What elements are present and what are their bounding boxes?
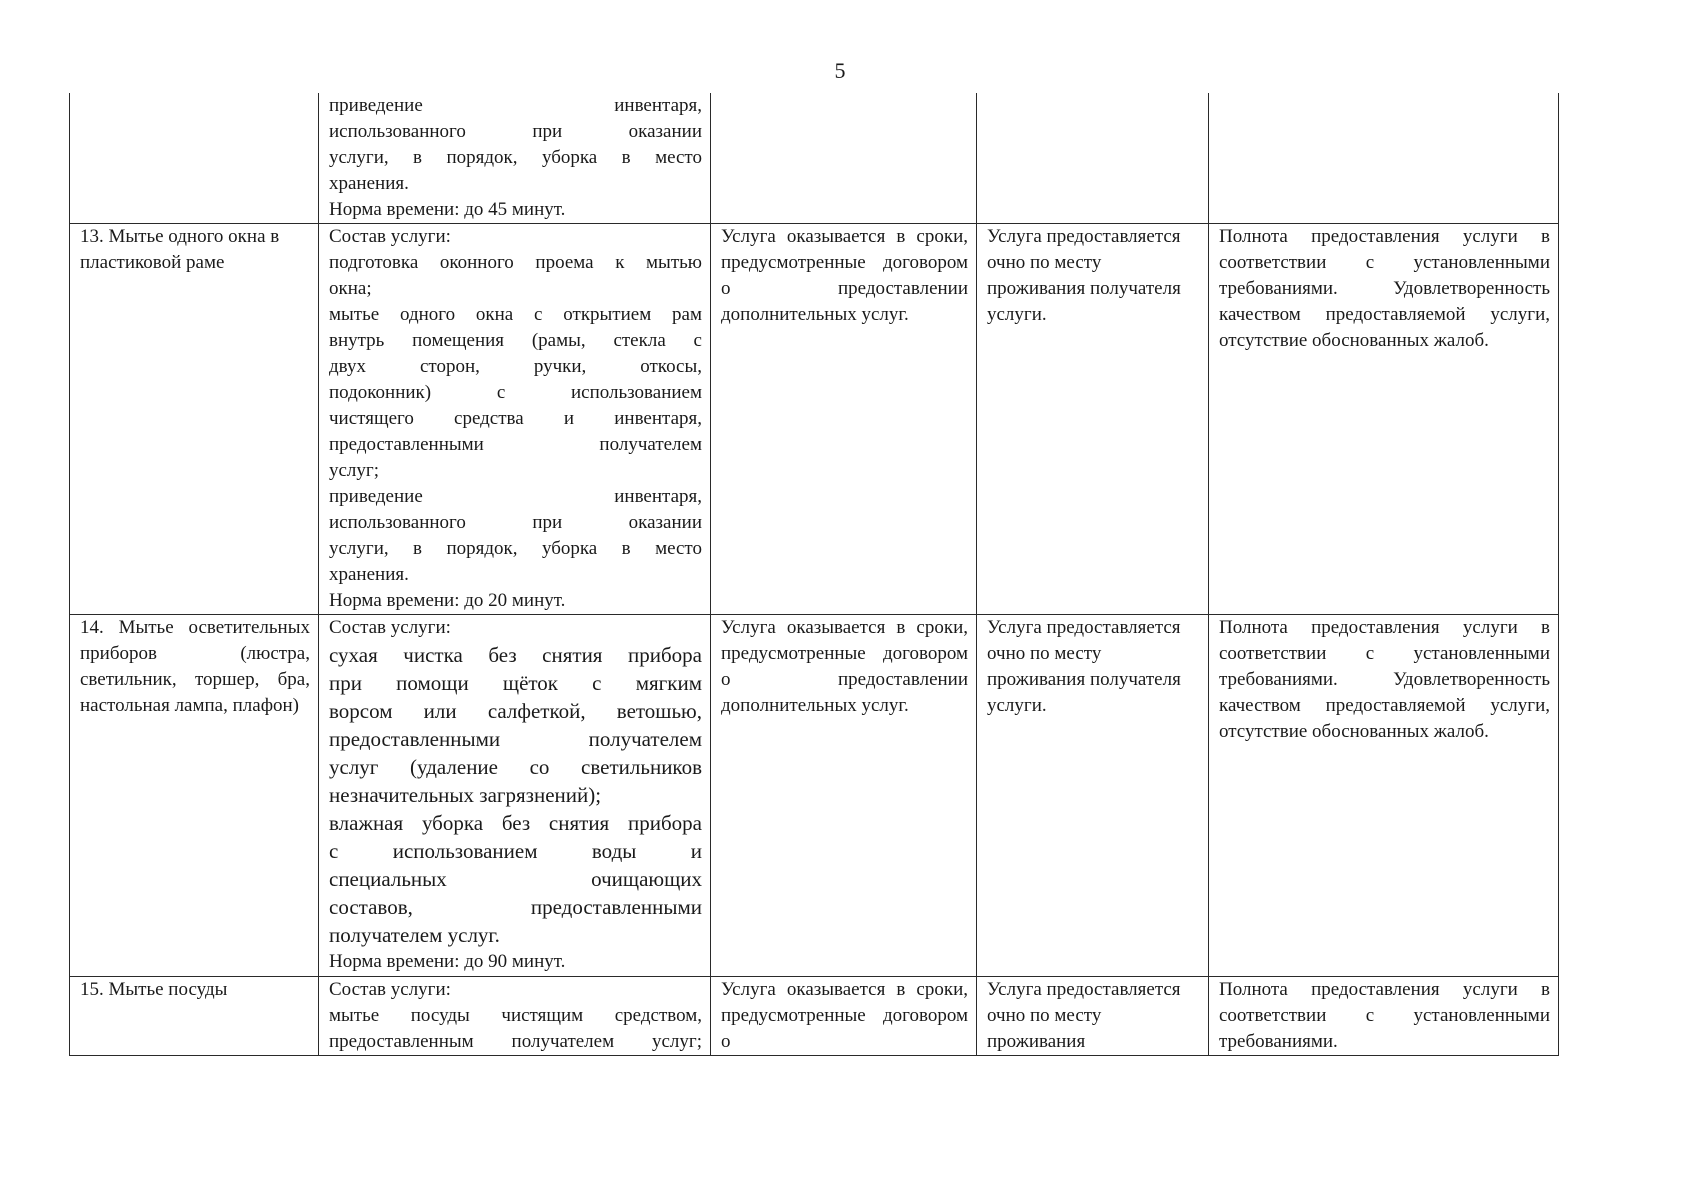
service-content-cell <box>319 615 711 977</box>
service-content-cell <box>319 977 711 1056</box>
table-row <box>70 977 1559 1056</box>
content-line: Состав услуги: <box>329 617 451 638</box>
content-line: услуги, в порядок, уборка в место <box>329 147 702 168</box>
service-name-cell <box>70 977 319 1056</box>
content-line: составов, предоставленными <box>329 895 702 919</box>
service-name: 14. Мытье осветительных приборов (люстра, светильник, торшер, бра, настольная лампа, плафон) <box>80 617 310 716</box>
content-line: хранения. <box>329 564 409 585</box>
content-line: мытье одного окна с открытием рам <box>329 304 702 325</box>
service-conditions-cell <box>977 977 1209 1056</box>
service-terms: Услуга оказывается в сроки, предусмотренные договором о предоставлении дополнительных услуг. <box>721 617 968 716</box>
service-quality: Полнота предоставления услуги в соответствии с установленными требованиями. <box>1219 979 1550 1052</box>
service-conditions: Услуга предоставляется очно по месту проживания получателя услуги. <box>987 226 1181 325</box>
services-table <box>69 93 1559 1056</box>
service-quality-cell <box>1209 977 1559 1056</box>
content-line: Норма времени: до 45 минут. <box>329 199 566 220</box>
service-quality: Полнота предоставления услуги в соответствии с установленными требованиями. Удовлетворенность качеством предоставляемой услуги, отсутствие обоснованных жалоб. <box>1219 226 1550 351</box>
content-line: чистящего средства и инвентаря, <box>329 408 702 429</box>
page-number: 5 <box>834 58 846 83</box>
service-conditions-cell <box>977 615 1209 977</box>
service-conditions: Услуга предоставляется очно по месту проживания получателя услуги. <box>987 617 1181 716</box>
content-line: хранения. <box>329 173 409 194</box>
service-quality-cell <box>1209 224 1559 615</box>
service-quality: Полнота предоставления услуги в соответствии с установленными требованиями. Удовлетворенность качеством предоставляемой услуги, отсутствие обоснованных жалоб. <box>1219 617 1550 742</box>
table-row <box>70 224 1559 615</box>
service-terms-cell <box>711 615 977 977</box>
content-line: использованного при оказании <box>329 512 702 533</box>
service-terms: Услуга оказывается в сроки, предусмотренные договором о предоставлении дополнительных услуг. <box>721 226 968 325</box>
content-line: услуг (удаление со светильников <box>329 755 702 779</box>
service-name-cell <box>70 615 319 977</box>
service-conditions-cell <box>977 93 1209 224</box>
content-line: Норма времени: до 90 минут. <box>329 951 566 972</box>
service-terms: Услуга оказывается в сроки, предусмотренные договором о <box>721 979 968 1052</box>
service-name-cell <box>70 93 319 224</box>
service-conditions: Услуга предоставляется очно по месту проживания <box>987 979 1181 1052</box>
table-row <box>70 615 1559 977</box>
content-line: Состав услуги: <box>329 226 451 247</box>
content-line: двух сторон, ручки, откосы, <box>329 356 702 377</box>
content-line: Состав услуги: <box>329 979 451 1000</box>
content-line: влажная уборка без снятия прибора <box>329 811 702 835</box>
service-content-cell <box>319 224 711 615</box>
content-line: незначительных загрязнений); <box>329 783 602 807</box>
content-line: внутрь помещения (рамы, стекла с <box>329 330 702 351</box>
service-terms-cell <box>711 224 977 615</box>
content-line: мытье посуды чистящим средством, <box>329 1005 702 1026</box>
service-name-cell <box>70 224 319 615</box>
content-line: ворсом или салфеткой, ветошью, <box>329 699 702 723</box>
content-line: при помощи щёток с мягким <box>329 671 702 695</box>
content-line: специальных очищающих <box>329 867 702 891</box>
content-line: Норма времени: до 20 минут. <box>329 590 566 611</box>
content-line: сухая чистка без снятия прибора <box>329 643 702 667</box>
service-conditions-cell <box>977 224 1209 615</box>
content-line: предоставленными получателем <box>329 727 702 751</box>
content-line: предоставленными получателем <box>329 434 702 455</box>
content-line: получателем услуг. <box>329 923 500 947</box>
service-name: 13. Мытье одного окна в пластиковой раме <box>80 226 280 273</box>
service-quality-cell <box>1209 93 1559 224</box>
content-line: услуги, в порядок, уборка в место <box>329 538 702 559</box>
content-line: окна; <box>329 278 372 299</box>
content-line: с использованием воды и <box>329 839 702 863</box>
service-content-cell <box>319 93 711 224</box>
content-line: подоконник) с использованием <box>329 382 702 403</box>
content-line: услуг; <box>329 460 379 481</box>
content-line: использованного при оказании <box>329 121 702 142</box>
content-line: приведение инвентаря, <box>329 95 702 116</box>
content-line: предоставленным получателем услуг; <box>329 1031 702 1052</box>
service-name: 15. Мытье посуды <box>80 979 228 1000</box>
service-terms-cell <box>711 93 977 224</box>
service-quality-cell <box>1209 615 1559 977</box>
content-line: подготовка оконного проема к мытью <box>329 252 702 273</box>
service-terms-cell <box>711 977 977 1056</box>
content-line: приведение инвентаря, <box>329 486 702 507</box>
table-row <box>70 93 1559 224</box>
